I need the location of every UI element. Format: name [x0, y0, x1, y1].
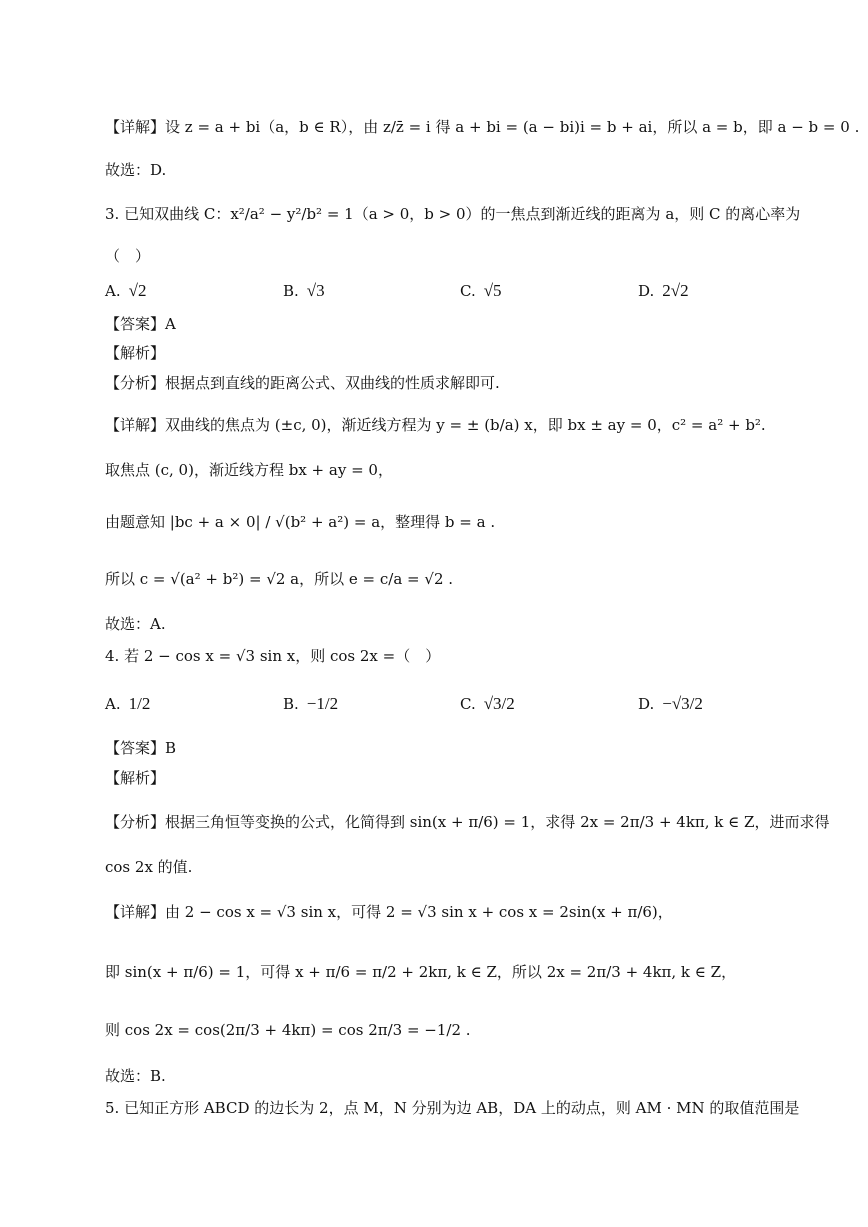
option-d: D. −√3/2 — [638, 694, 703, 713]
analysis-3-heading: 【解析】 — [105, 344, 166, 362]
question-4-stem: 4. 若 2 − cos x = √3 sin x，则 cos 2x =（ ） — [105, 647, 441, 665]
analysis-4-line-2: cos 2x 的值. — [105, 858, 193, 876]
analysis-4-heading: 【解析】 — [105, 769, 166, 787]
detail-4-line-3: 则 cos 2x = cos(2π/3 + 4kπ) = cos 2π/3 = −1/2 . — [105, 1021, 471, 1039]
option-b: B. −1/2 — [283, 694, 339, 713]
question-3-stem: 3. 已知双曲线 C：x²/a² − y²/b² = 1（a > 0，b > 0）的一焦点到渐近线的距离为 a，则 C 的离心率为 — [105, 205, 801, 223]
option-b: B. √3 — [283, 281, 325, 300]
choice-3: 故选：A. — [105, 615, 166, 633]
answer-3: 【答案】A — [105, 315, 176, 333]
detail-line-1: 【详解】设 z = a + bi（a，b ∈ R），由 z/z̄ = i 得 a + bi = (a − bi)i = b + ai，所以 a = b，即 a − b = 0 . — [105, 118, 860, 136]
option-a: A. √2 — [105, 281, 147, 300]
question-3-blank: （ ） — [105, 247, 151, 265]
detail-4-line-2: 即 sin(x + π/6) = 1，可得 x + π/6 = π/2 + 2kπ, k ∈ Z，所以 2x = 2π/3 + 4kπ, k ∈ Z， — [105, 963, 737, 981]
option-c: C. √5 — [460, 281, 502, 300]
detail-3-line-3: 由题意知 |bc + a × 0| / √(b² + a²) = a，整理得 b = a . — [105, 513, 496, 531]
option-c: C. √3/2 — [460, 694, 515, 713]
question-5-stem: 5. 已知正方形 ABCD 的边长为 2，点 M，N 分别为边 AB，DA 上的动点，则 AM · MN 的取值范围是 — [105, 1099, 800, 1117]
answer-4: 【答案】B — [105, 739, 177, 757]
option-a: A. 1/2 — [105, 694, 151, 713]
analysis-4-line-1: 【分析】根据三角恒等变换的公式，化简得到 sin(x + π/6) = 1，求得 2x = 2π/3 + 4kπ, k ∈ Z，进而求得 — [105, 813, 830, 831]
choice-4: 故选：B. — [105, 1067, 166, 1085]
detail-4-line-1: 【详解】由 2 − cos x = √3 sin x，可得 2 = √3 sin x + cos x = 2sin(x + π/6)， — [105, 903, 673, 921]
detail-3-line-1: 【详解】双曲线的焦点为 (±c, 0)，渐近线方程为 y = ± (b/a) x，即 bx ± ay = 0，c² = a² + b². — [105, 416, 766, 434]
detail-3-line-4: 所以 c = √(a² + b²) = √2 a，所以 e = c/a = √2 . — [105, 570, 454, 588]
detail-3-line-2: 取焦点 (c, 0)，渐近线方程 bx + ay = 0， — [105, 461, 393, 479]
option-d: D. 2√2 — [638, 281, 689, 300]
answer-choice-line: 故选：D. — [105, 161, 167, 179]
analysis-3: 【分析】根据点到直线的距离公式、双曲线的性质求解即可. — [105, 374, 500, 392]
